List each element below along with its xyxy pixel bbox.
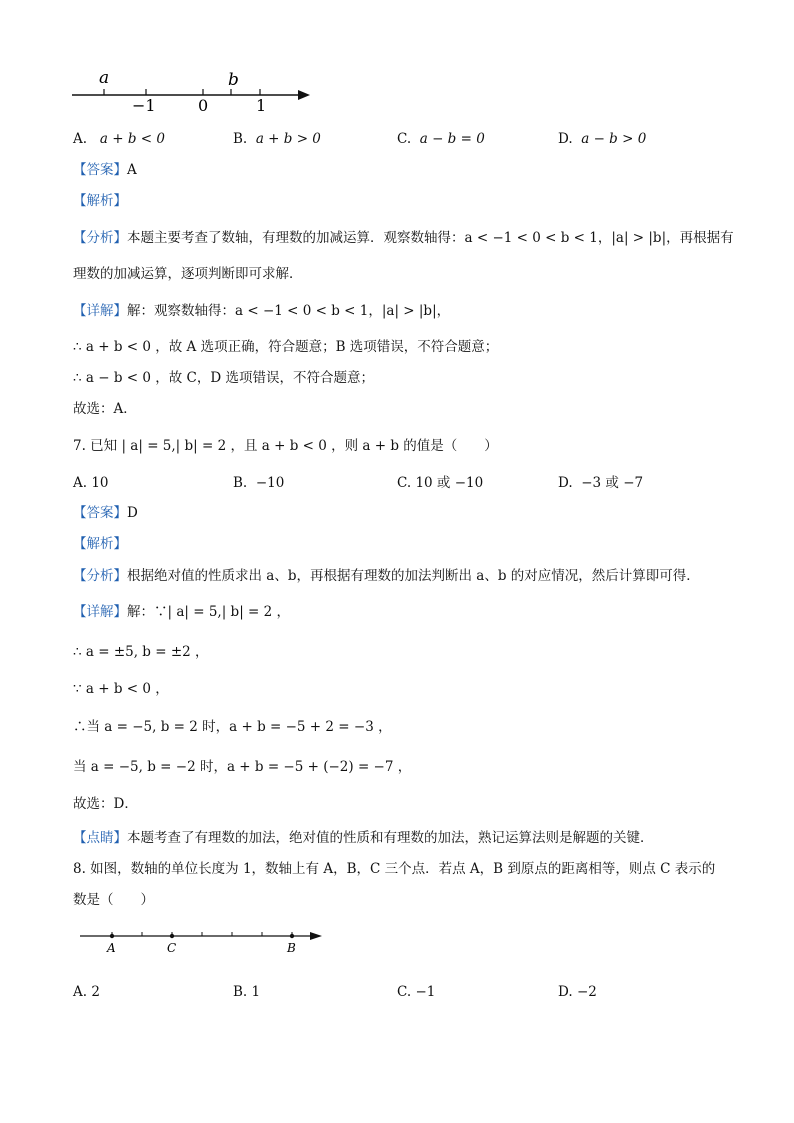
q7-conclusion: 故选：D． bbox=[73, 796, 138, 812]
point-a-label: a bbox=[99, 68, 110, 88]
q7-option-c[interactable]: C. 10 或 −10 bbox=[397, 475, 484, 491]
q6-fenxi: 【分析】本题主要考查了数轴，有理数的加减运算．观察数轴得：a < −1 < 0 < b < 1，|a| > |b|，再根据有 bbox=[73, 230, 734, 246]
q6-jiexi-heading: 【解析】 bbox=[73, 193, 127, 209]
q7-xiangjie: 【详解】解：∵| a| = 5,| b| = 2 ， bbox=[73, 604, 291, 620]
q6-xiangjie: 【详解】解：观察数轴得：a < −1 < 0 < b < 1，|a| > |b|， bbox=[73, 303, 451, 319]
number-line-figure-q6 bbox=[66, 64, 326, 120]
q6-conclusion: 故选：A． bbox=[73, 401, 137, 417]
q6-option-a[interactable]: A. a + b < 0 bbox=[73, 131, 165, 147]
q7-option-a[interactable]: A. 10 bbox=[73, 475, 109, 491]
q7-jiexi-heading: 【解析】 bbox=[73, 536, 127, 552]
point-B-label: B bbox=[287, 941, 296, 955]
number-line-figure-q8 bbox=[76, 926, 336, 960]
tick-label-neg1: −1 bbox=[132, 96, 156, 115]
tick-label-0: 0 bbox=[198, 96, 209, 115]
q7-answer: 【答案】D bbox=[73, 505, 138, 521]
q7-stem: 7. 已知 | a| = 5,| b| = 2 ，且 a + b < 0 ，则 a + b 的值是（ ） bbox=[73, 438, 498, 454]
tick-label-1: 1 bbox=[256, 96, 267, 115]
q8-stem-cont: 数是（ ） bbox=[73, 892, 154, 908]
q8-stem: 8. 如图，数轴的单位长度为 1，数轴上有 A，B，C 三个点．若点 A，B 到原点的距离相等，则点 C 表示的 bbox=[73, 861, 716, 877]
q6-step-2: ∴ a − b < 0 ，故 C，D 选项错误，不符合题意； bbox=[73, 370, 374, 386]
q8-option-b[interactable]: B. 1 bbox=[233, 984, 261, 1000]
q7-step-1: ∴ a = ±5, b = ±2 ， bbox=[73, 644, 209, 660]
q7-step-3: ∴当 a = −5, b = 2 时，a + b = −5 + 2 = −3 ， bbox=[73, 719, 392, 735]
q8-option-c[interactable]: C. −1 bbox=[397, 984, 436, 1000]
q7-option-b[interactable]: B. −10 bbox=[233, 475, 285, 491]
q6-option-c[interactable]: C. a − b = 0 bbox=[397, 131, 485, 147]
q6-step-1: ∴ a + b < 0 ，故 A 选项正确，符合题意；B 选项错误，不符合题意； bbox=[73, 339, 499, 355]
q7-fenxi: 【分析】根据绝对值的性质求出 a、b，再根据有理数的加法判断出 a、b 的对应情况，然后计算即可得． bbox=[73, 568, 700, 584]
q7-step-4: 当 a = −5, b = −2 时，a + b = −5 + (−2) = −7 ， bbox=[73, 759, 412, 775]
q6-answer: 【答案】A bbox=[73, 162, 137, 178]
q8-option-d[interactable]: D. −2 bbox=[558, 984, 597, 1000]
q7-option-d[interactable]: D. −3 或 −7 bbox=[558, 475, 644, 491]
q6-option-d[interactable]: D. a − b > 0 bbox=[558, 131, 647, 147]
q8-option-a[interactable]: A. 2 bbox=[73, 984, 100, 1000]
q6-fenxi-cont: 理数的加减运算，逐项判断即可求解． bbox=[73, 266, 303, 282]
q7-step-2: ∵ a + b < 0 ， bbox=[73, 681, 169, 697]
point-C-label: C bbox=[167, 941, 177, 955]
point-b-label: b bbox=[228, 70, 239, 90]
q7-dianjing: 【点睛】本题考查了有理数的加法，绝对值的性质和有理数的加法，熟记运算法则是解题的关键． bbox=[73, 830, 654, 846]
q6-option-b[interactable]: B. a + b > 0 bbox=[233, 131, 321, 147]
point-A-label: A bbox=[107, 941, 116, 955]
